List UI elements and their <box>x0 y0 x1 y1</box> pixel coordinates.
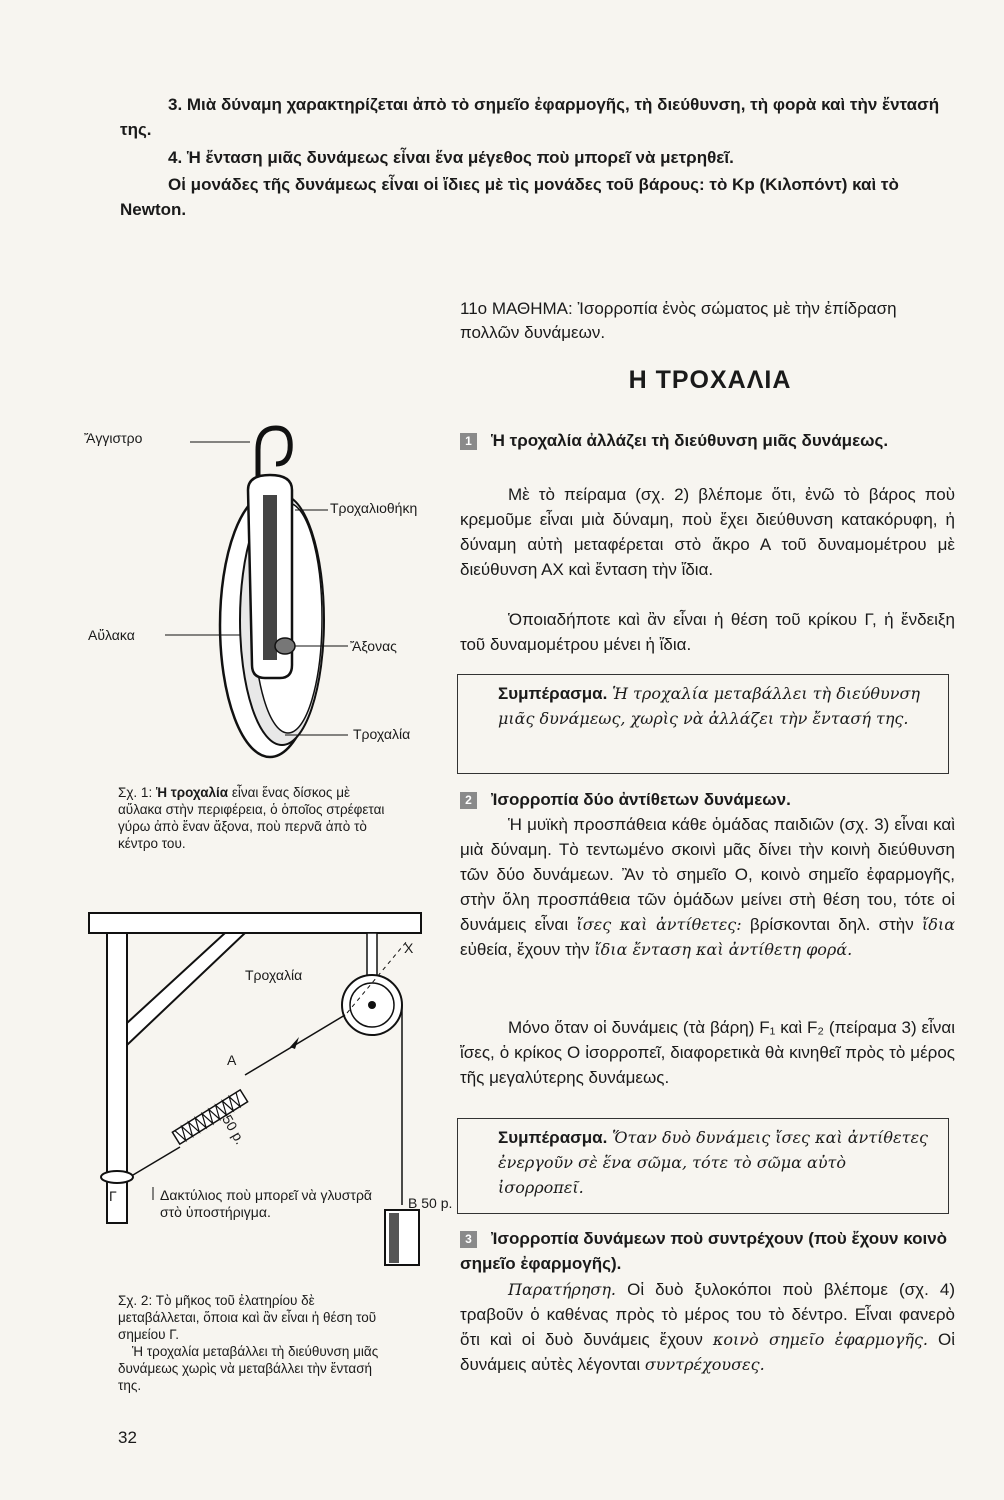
section-3-p1b: Οἱ δυὸ ξυλοκόποι ποὺ βλέπομε (σχ. 4) τραβοῦν ὁ καθένας πρὸς τὸ μέρος του τὸ δέντρο. Εἶναι φανερὸ ὅτι καὶ οἱ δυὸ δυνάμεις ἔχουν <box>460 1280 955 1349</box>
fig2-label-x: Χ <box>404 940 414 956</box>
fig1-caption-bold: Ἡ τροχαλία <box>155 785 229 800</box>
section-2-p1d: ἴδια <box>922 915 956 934</box>
units-note <box>120 172 960 222</box>
fig2-label-ring: Δακτύλιος ποὺ μπορεῖ νὰ γλυστρᾶ στὸ ὑποστήριγμα. <box>160 1187 373 1220</box>
section-2-p1c: βρίσκονται δηλ. στὴν <box>749 915 914 934</box>
section-2-number: 2 <box>460 792 477 809</box>
section-1-paragraph-1 <box>460 482 955 582</box>
section-1-p2-text: Ὁποιαδήποτε καὶ ἂν εἶναι ἡ θέση τοῦ κρίκου Γ, ἡ ἔνδειξη τοῦ δυναμομέτρου μένει ἡ ἴδια. <box>460 610 955 654</box>
section-1-heading-text: Ἡ τροχαλία ἀλλάζει τὴ διεύθυνση μιᾶς δυνάμεως. <box>491 431 889 450</box>
fig2-label-pulley: Τροχαλία <box>245 967 303 983</box>
label-axle: Ἄξονας <box>350 638 397 654</box>
figure-2-caption <box>118 1292 388 1394</box>
section-3-heading-text: Ἰσορροπία δυνάμεων ποὺ συντρέχουν (ποὺ ἔχουν κοινὸ σημεῖο ἐφαρμογῆς). <box>460 1229 948 1273</box>
label-groove: Αὔλακα <box>88 627 135 643</box>
section-1-heading <box>460 428 955 453</box>
section-2-paragraph-1 <box>460 812 955 962</box>
page-title: Η ΤΡΟΧΑΛΙΑ <box>628 366 792 394</box>
axle-shape <box>275 638 295 654</box>
section-2-paragraph-2 <box>460 1015 955 1090</box>
housing-slot <box>263 495 277 660</box>
lesson-header <box>460 297 960 345</box>
page-number: 32 <box>118 1428 137 1447</box>
label-hook: Ἄγγιστρο <box>84 430 143 446</box>
fig2-caption-2: Ἡ τροχαλία μεταβάλλει τὴ διεύθυνση μιᾶς δυνάμεως χωρὶς νὰ μεταβάλλει τὴν ἔντασή της. <box>118 1344 379 1393</box>
section-2-p2-text: Μόνο ὅταν οἱ δυνάμεις (τὰ βάρη) F₁ καὶ F₂ (πείραμα 3) εἶναι ἴσες, ὁ κρίκος Ο ἰσορροπεῖ, διαφορετικὰ θὰ κινηθεῖ πρὸς τὸ μέρος τῆς μεγαλύτερης δυνάμεως. <box>460 1018 955 1087</box>
item-3-text: 3. Μιὰ δύναμη χαρακτηρίζεται ἀπὸ τὸ σημεῖο ἐφαρμογῆς, τὴ διεύθυνση, τὴ φορὰ καὶ τὴν ἔντασή της. <box>120 95 940 139</box>
item-4: 4. Ἡ ἔνταση μιᾶς δυνάμεως εἶναι ἕνα μέγεθος ποὺ μπορεῖ νὰ μετρηθεῖ. <box>168 148 734 167</box>
section-2-p1f: ἴδια ἔνταση καὶ ἀντίθετη φορά. <box>594 940 853 959</box>
fig2-label-weight: Β 50 p. <box>408 1195 453 1211</box>
section-3-number: 3 <box>460 1231 477 1248</box>
section-2-p1b: ἴσες καὶ ἀντίθετες: <box>576 915 742 934</box>
item-3 <box>120 92 960 142</box>
conclusion-2-label: Συμπέρασμα. <box>498 1128 608 1147</box>
section-2-p1a: Ἡ μυϊκὴ προσπάθεια κάθε ὁμάδας παιδιῶν (σχ. 3) εἶναι καὶ μιὰ δύναμη. Τὸ τεντωμένο σκοινὶ μᾶς δίνει τὴν κοινὴ διεύθυνση τῶν δύο δυνάμεων. Ἂν τὸ σημεῖο Ο, κοινὸ σημεῖο ἐφαρμογῆς, στὴν ὅλη προσπάθεια τῶν ὁμάδων μείνει στὴ θέση του, τότε οἱ δυνάμεις εἶναι <box>460 815 955 934</box>
conclusion-box-2 <box>457 1118 949 1214</box>
section-1-number: 1 <box>460 433 477 450</box>
fig2-label-g: Γ <box>109 1188 117 1204</box>
fig2-caption-1: Σχ. 2: Τὸ μῆκος τοῦ ἐλατηρίου δὲ μεταβάλλεται, ὅποια καὶ ἂν εἶναι ἡ θέση τοῦ σημείου Γ. <box>118 1293 377 1342</box>
section-3-heading <box>460 1226 955 1276</box>
conclusion-2-text: Ὅταν δυὸ δυνάμεις ἴσες καὶ ἀντίθετες ἐνεργοῦν σὲ ἕνα σῶμα, τότε τὸ σῶμα αὐτὸ ἰσορροπεῖ. <box>498 1128 929 1197</box>
section-2-p1e: εὐθεία, ἔχουν τὴν <box>460 940 590 959</box>
sliding-ring <box>101 1171 133 1183</box>
units-note-text: Οἱ μονάδες τῆς δυνάμεως εἶναι οἱ ἴδιες μὲ τὶς μονάδες τοῦ βάρους: τὸ Kp (Κιλοπόντ) καὶ τὸ Newton. <box>120 175 899 219</box>
label-pulley: Τροχαλία <box>353 726 411 742</box>
section-3-p1e: συντρέχουσες. <box>644 1355 765 1374</box>
section-3-paragraph-1 <box>460 1277 955 1377</box>
conclusion-box-1 <box>457 674 949 774</box>
lesson-text: Ἰσορροπία ἑνὸς σώματος μὲ τὴν ἐπίδραση πολλῶν δυνάμεων. <box>460 299 897 342</box>
fig2-label-reading: 50 p. <box>219 1112 249 1147</box>
diagonal-brace <box>127 933 245 1045</box>
lesson-label: 11ο ΜΑΘΗΜΑ: <box>460 299 573 318</box>
conclusion-1-text: Ἡ τροχαλία μεταβάλλει τὴ διεύθυνση μιᾶς δυνάμεως, χωρὶς νὰ ἀλλάζει τὴν ἔντασή της. <box>498 684 921 728</box>
section-1-p1-text: Μὲ τὸ πείραμα (σχ. 2) βλέπομε ὅτι, ἐνῶ τὸ βάρος ποὺ κρεμοῦμε εἶναι μιὰ δύναμη, ποὺ ἔχει διεύθυνση κατακόρυφη, ἡ δύναμη αὐτὴ μεταφέρεται στὸ ἄκρο Α τοῦ δυναμομέτρου μὲ διεύθυνση ΑΧ καὶ ἔνταση τὴν ἴδια. <box>460 485 955 579</box>
section-1-paragraph-2 <box>460 607 955 657</box>
section-2-heading-text: Ἰσορροπία δύο ἀντίθετων δυνάμεων. <box>491 790 791 809</box>
conclusion-1-label: Συμπέρασμα. <box>498 684 608 703</box>
top-beam <box>89 913 421 933</box>
label-housing: Τροχαλιοθήκη <box>330 500 418 516</box>
fig1-caption-rest: εἶναι ἕνας δίσκος μὲ αὔλακα στὴν περιφέρεια, ὁ ὁποῖος στρέφεται γύρω ἀπὸ ἕναν ἄξονα, ποὺ περνᾶ ἀπὸ τὸ κέντρο του. <box>118 785 385 851</box>
section-3-p1d: Οἱ δυνάμεις αὐτὲς λέγονται <box>460 1330 955 1374</box>
section-3-p1c: κοινὸ σημεῖο ἐφαρμογῆς. <box>712 1330 928 1349</box>
fig2-label-a: Α <box>227 1052 237 1068</box>
fig1-caption-lead: Σχ. 1: <box>118 785 153 800</box>
section-3-p1a: Παρατήρηση. <box>508 1280 616 1299</box>
section-2-heading <box>460 787 955 812</box>
figure-1-caption <box>118 784 388 852</box>
